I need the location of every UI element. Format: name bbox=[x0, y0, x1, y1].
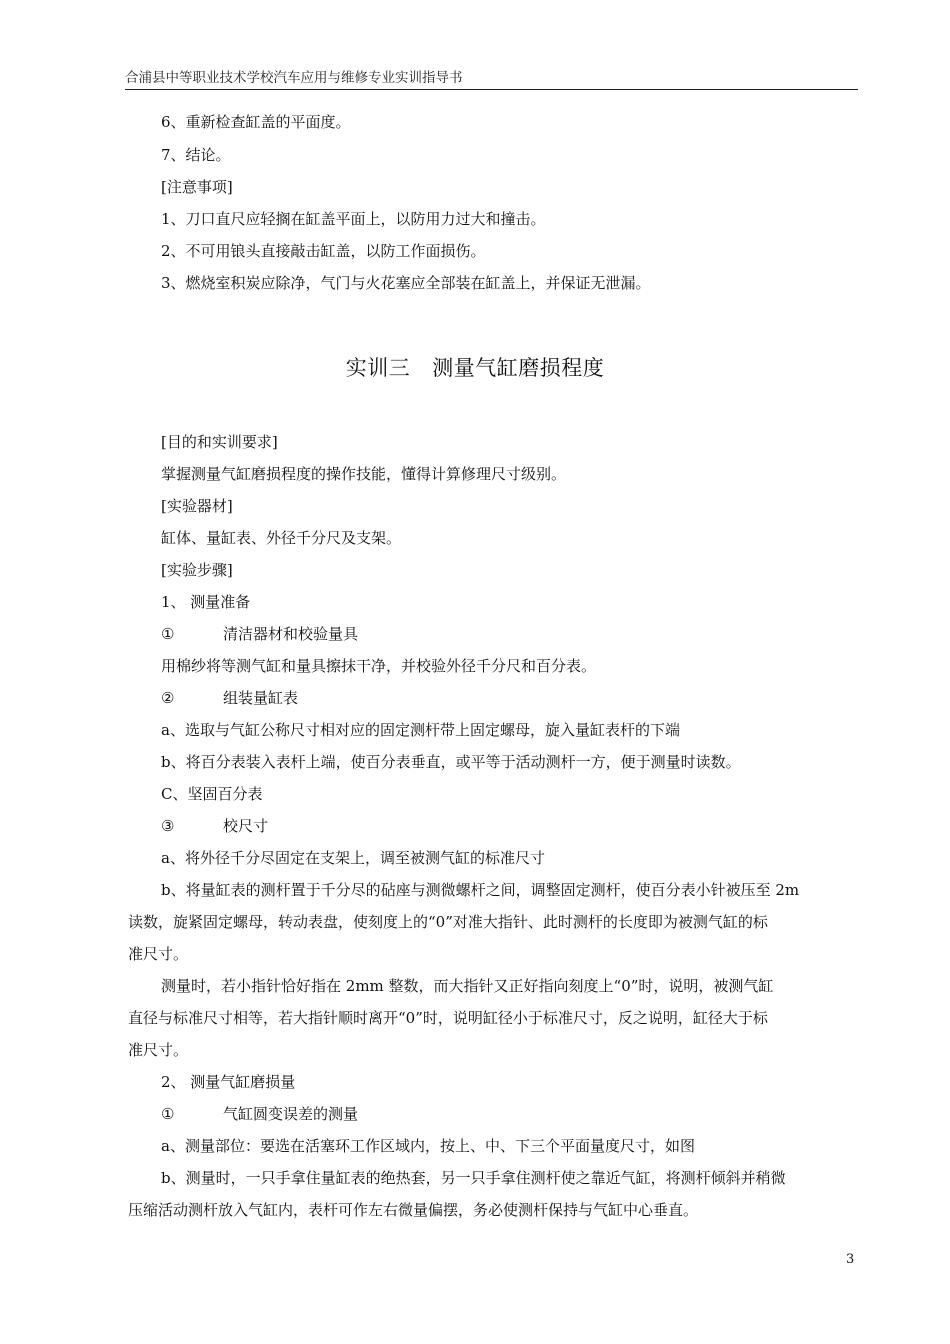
goal-heading: [目的和实训要求] bbox=[161, 433, 278, 451]
substep-1-2-b: b、将百分表装入表杆上端，使百分表垂直，或平等于活动测杆一方，便于测量时读数。 bbox=[161, 753, 741, 771]
substep-1-2-marker: ② bbox=[161, 689, 175, 707]
equipment-text: 缸体、量缸表、外径千分尺及支架。 bbox=[161, 529, 402, 547]
step-2-heading: 2、 测量气缸磨损量 bbox=[161, 1073, 296, 1091]
substep-1-2 bbox=[161, 688, 298, 708]
substep-1-3-label: 校尺寸 bbox=[223, 817, 269, 835]
section-title bbox=[0, 354, 950, 382]
goal-text: 掌握测量气缸磨损程度的操作技能，懂得计算修理尺寸级别。 bbox=[161, 465, 567, 483]
section-title-number: 实训三 bbox=[345, 356, 411, 380]
substep-1-2-label: 组装量缸表 bbox=[223, 689, 299, 707]
substep-1-3 bbox=[161, 816, 268, 836]
page-header: 合浦县中等职业技术学校汽车应用与维修专业实训指导书 bbox=[125, 68, 858, 90]
substep-1-3-b-line3: 准尺寸。 bbox=[128, 945, 189, 963]
substep-1-1-text: 用棉纱将等测气缸和量具擦抹干净，并校验外径千分尺和百分表。 bbox=[161, 657, 597, 675]
step-1-heading: 1、 测量准备 bbox=[161, 593, 251, 611]
substep-1-3-a: a、将外径千分尽固定在支架上，调至被测气缸的标准尺寸 bbox=[161, 849, 545, 867]
substep-1-3-b-line1: b、将量缸表的测杆置于千分尽的砧座与测微螺杆之间，调整固定测杆，使百分表小针被压至 2m bbox=[161, 881, 800, 899]
measurement-note-line3: 准尺寸。 bbox=[128, 1041, 189, 1059]
substep-2-1-a: a、测量部位：要选在活塞环工作区域内，按上、中、下三个平面量度尺寸，如图 bbox=[161, 1137, 695, 1155]
substep-1-2-a: a、选取与气缸公称尺寸相对应的固定测杆带上固定螺母，旋入量缸表杆的下端 bbox=[161, 721, 680, 739]
substep-1-2-c: C、坚固百分表 bbox=[161, 785, 263, 803]
substep-2-1-marker: ① bbox=[161, 1105, 175, 1123]
substep-2-1-b-line2: 压缩活动测杆放入气缸内，表杆可作左右微量偏摆，务必使测杆保持与气缸中心垂直。 bbox=[128, 1201, 699, 1219]
substep-2-1-b-line1: b、测量时，一只手拿住量缸表的绝热套，另一只手拿住测杆使之靠近气缸，将测杆倾斜并稍微 bbox=[161, 1169, 786, 1187]
step-7-text: 7、结论。 bbox=[161, 146, 231, 164]
note-1: 1、刀口直尺应轻搁在缸盖平面上，以防用力过大和撞击。 bbox=[161, 210, 546, 228]
substep-1-1-marker: ① bbox=[161, 625, 175, 643]
page-number: 3 bbox=[846, 1252, 855, 1267]
substep-1-1-label: 清洁器材和校验量具 bbox=[223, 625, 359, 643]
measurement-note-line1: 测量时，若小指针恰好指在 2mm 整数，而大指针又正好指向刻度上“0”时，说明，被测气缸 bbox=[161, 977, 774, 995]
section-title-text: 测量气缸磨损程度 bbox=[432, 356, 605, 380]
substep-1-3-marker: ③ bbox=[161, 817, 175, 835]
notes-heading: [注意事项] bbox=[161, 178, 233, 196]
substep-2-1-label: 气缸圆变误差的测量 bbox=[223, 1105, 359, 1123]
note-2: 2、不可用锒头直接敲击缸盖，以防工作面损伤。 bbox=[161, 242, 486, 260]
substep-1-1 bbox=[161, 624, 358, 644]
step-6-text: 6、重新检查缸盖的平面度。 bbox=[161, 113, 351, 131]
note-3: 3、燃烧室积炭应除净，气门与火花塞应全部装在缸盖上，并保证无泄漏。 bbox=[161, 274, 651, 292]
substep-1-3-b-line2: 读数，旋紧固定螺母，转动表盘，使刻度上的“0”对准大指针、此时测杆的长度即为被测气缸的标 bbox=[128, 913, 768, 931]
steps-heading: [实验步骤] bbox=[161, 561, 233, 579]
substep-2-1 bbox=[161, 1104, 358, 1124]
equipment-heading: [实验器材] bbox=[161, 497, 233, 515]
measurement-note-line2: 直径与标准尺寸相等，若大指针顺时离开“0”时，说明缸径小于标准尺寸，反之说明，缸径大于标 bbox=[128, 1009, 768, 1027]
